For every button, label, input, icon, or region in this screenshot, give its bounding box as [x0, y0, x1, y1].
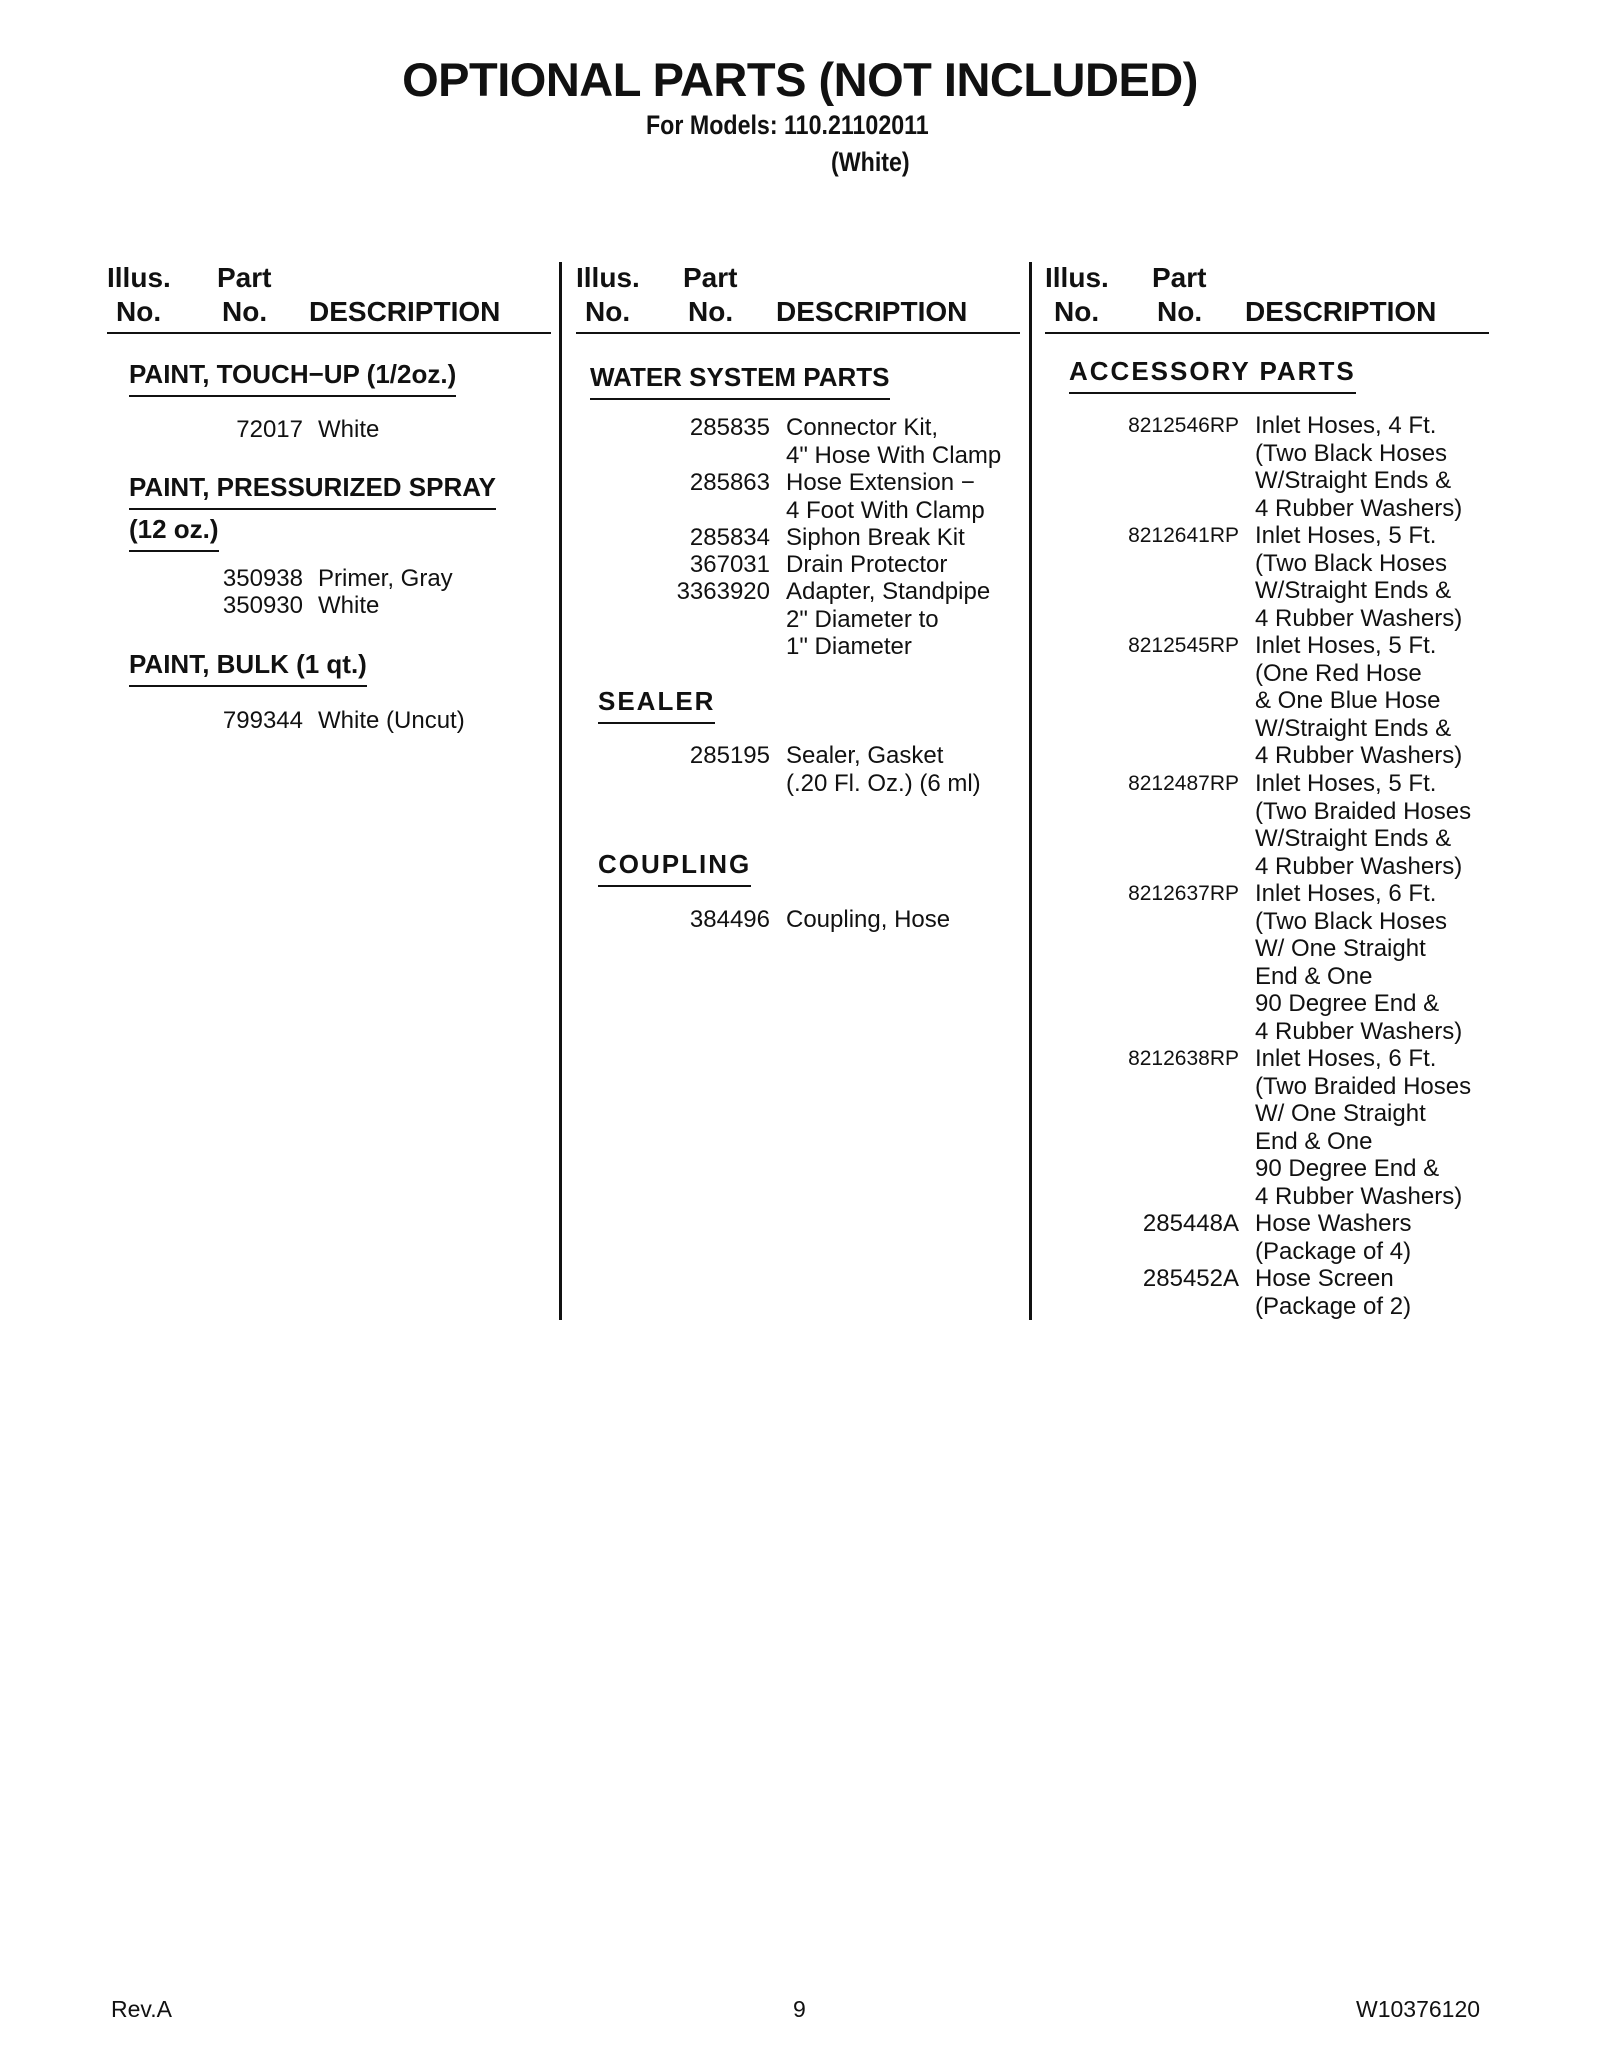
list-item: [689, 906, 951, 934]
part-number: 350938: [222, 565, 303, 592]
part-number: 384496: [689, 906, 770, 933]
part-number: 350930: [222, 592, 303, 619]
part-number: 8212487RP: [1128, 772, 1239, 795]
section-title-water-system: WATER SYSTEM PARTS: [590, 358, 890, 400]
part-description: Connector Kit, 4" Hose With Clamp: [786, 414, 1002, 469]
column-1: [107, 262, 551, 1322]
list-item: [689, 524, 965, 552]
list-item: [222, 592, 380, 620]
list-item: [1128, 412, 1463, 522]
list-item: [236, 416, 380, 444]
description-label: DESCRIPTION: [1245, 296, 1437, 327]
no-label: No.: [116, 296, 162, 327]
models-line: For Models: 110.21102011: [646, 110, 929, 140]
document-number: W10376120: [1356, 1996, 1481, 2022]
column-3: [1045, 262, 1489, 1322]
part-label: Part: [683, 262, 738, 293]
part-label: Part: [1152, 262, 1207, 293]
part-description: White: [318, 592, 380, 619]
part-description: Coupling, Hose: [786, 906, 951, 933]
part-description: Siphon Break Kit: [786, 524, 965, 551]
part-description: Drain Protector: [786, 551, 948, 578]
part-number: 8212638RP: [1128, 1047, 1239, 1070]
part-number: 8212641RP: [1128, 524, 1239, 547]
no-label: No.: [1054, 296, 1100, 327]
part-description: Inlet Hoses, 5 Ft. (Two Black Hoses W/Straight Ends & 4 Rubber Washers): [1255, 522, 1463, 632]
part-number: 367031: [689, 551, 770, 578]
part-number: 8212637RP: [1128, 882, 1239, 905]
part-number: 285835: [689, 414, 770, 441]
section-title-paint-bulk: PAINT, BULK (1 qt.): [129, 645, 367, 687]
part-description: Hose Extension − 4 Foot With Clamp: [786, 469, 985, 524]
page-number: 9: [793, 1996, 806, 2022]
part-number: 799344: [222, 707, 303, 734]
part-description: Inlet Hoses, 4 Ft. (Two Black Hoses W/Straight Ends & 4 Rubber Washers): [1255, 412, 1463, 522]
column-header: [1045, 262, 1489, 332]
list-item: [1128, 1045, 1472, 1210]
part-description: Inlet Hoses, 5 Ft. (One Red Hose & One Blue Hose W/Straight Ends & 4 Rubber Washers): [1255, 632, 1463, 769]
list-item: [676, 578, 991, 661]
part-number: 8212546RP: [1128, 414, 1239, 437]
part-number: 285834: [689, 524, 770, 551]
list-item: [222, 565, 453, 593]
part-label: Part: [217, 262, 272, 293]
page-title: OPTIONAL PARTS (NOT INCLUDED): [402, 53, 1198, 106]
revision-label: Rev.A: [111, 1996, 172, 2022]
list-item: [222, 707, 465, 735]
part-number: 3363920: [676, 578, 770, 605]
part-number: 285863: [689, 469, 770, 496]
illus-label: Illus.: [1045, 262, 1109, 293]
part-description: Adapter, Standpipe 2" Diameter to 1" Diameter: [786, 578, 991, 660]
section-title-paint-touchup: PAINT, TOUCH−UP (1/2oz.): [129, 355, 456, 397]
column-divider: [1029, 262, 1032, 1320]
part-description: Inlet Hoses, 6 Ft. (Two Black Hoses W/ One Straight End & One 90 Degree End & 4 Rubber Washers): [1255, 880, 1463, 1045]
part-description: Primer, Gray: [318, 565, 453, 592]
part-description: Hose Screen (Package of 2): [1255, 1265, 1412, 1320]
column-2: [576, 262, 1020, 1322]
list-item: [1128, 522, 1463, 632]
description-label: DESCRIPTION: [309, 296, 501, 327]
list-item: [1128, 770, 1472, 880]
list-item: [1142, 1210, 1412, 1265]
header-rule: [1045, 332, 1489, 334]
part-description: White (Uncut): [318, 707, 465, 734]
section-title-paint-spray: PAINT, PRESSURIZED SPRAY (12 oz.): [129, 468, 496, 552]
part-description: Sealer, Gasket (.20 Fl. Oz.) (6 ml): [786, 742, 981, 797]
list-item: [1128, 880, 1463, 1045]
header-rule: [576, 332, 1020, 334]
part-number: 285195: [689, 742, 770, 769]
part-number: 285448A: [1142, 1210, 1239, 1237]
list-item: [689, 469, 985, 524]
part-description: Hose Washers (Package of 4): [1255, 1210, 1412, 1265]
section-title-coupling: COUPLING: [598, 845, 751, 887]
part-number: 285452A: [1142, 1265, 1239, 1292]
column-header: [107, 262, 551, 332]
list-item: [1128, 632, 1463, 770]
list-item: [689, 414, 1002, 469]
part-description: Inlet Hoses, 6 Ft. (Two Braided Hoses W/ One Straight End & One 90 Degree End & 4 Rubber Washers): [1255, 1045, 1472, 1210]
part-number: 72017: [236, 416, 303, 443]
part-description: White: [318, 416, 380, 443]
description-label: DESCRIPTION: [776, 296, 968, 327]
part-description: Inlet Hoses, 5 Ft. (Two Braided Hoses W/Straight Ends & 4 Rubber Washers): [1255, 770, 1472, 880]
section-title-accessory: ACCESSORY PARTS: [1069, 352, 1356, 394]
list-item: [689, 742, 981, 797]
list-item: [689, 551, 948, 579]
color-line: (White): [831, 147, 910, 177]
no-label: No.: [1157, 296, 1203, 327]
column-divider: [559, 262, 562, 1320]
no-label: No.: [585, 296, 631, 327]
part-number: 8212545RP: [1128, 634, 1239, 657]
no-label: No.: [688, 296, 734, 327]
list-item: [1142, 1265, 1412, 1320]
no-label: No.: [222, 296, 268, 327]
column-header: [576, 262, 1020, 332]
illus-label: Illus.: [576, 262, 640, 293]
illus-label: Illus.: [107, 262, 171, 293]
section-title-sealer: SEALER: [598, 682, 715, 724]
header-rule: [107, 332, 551, 334]
